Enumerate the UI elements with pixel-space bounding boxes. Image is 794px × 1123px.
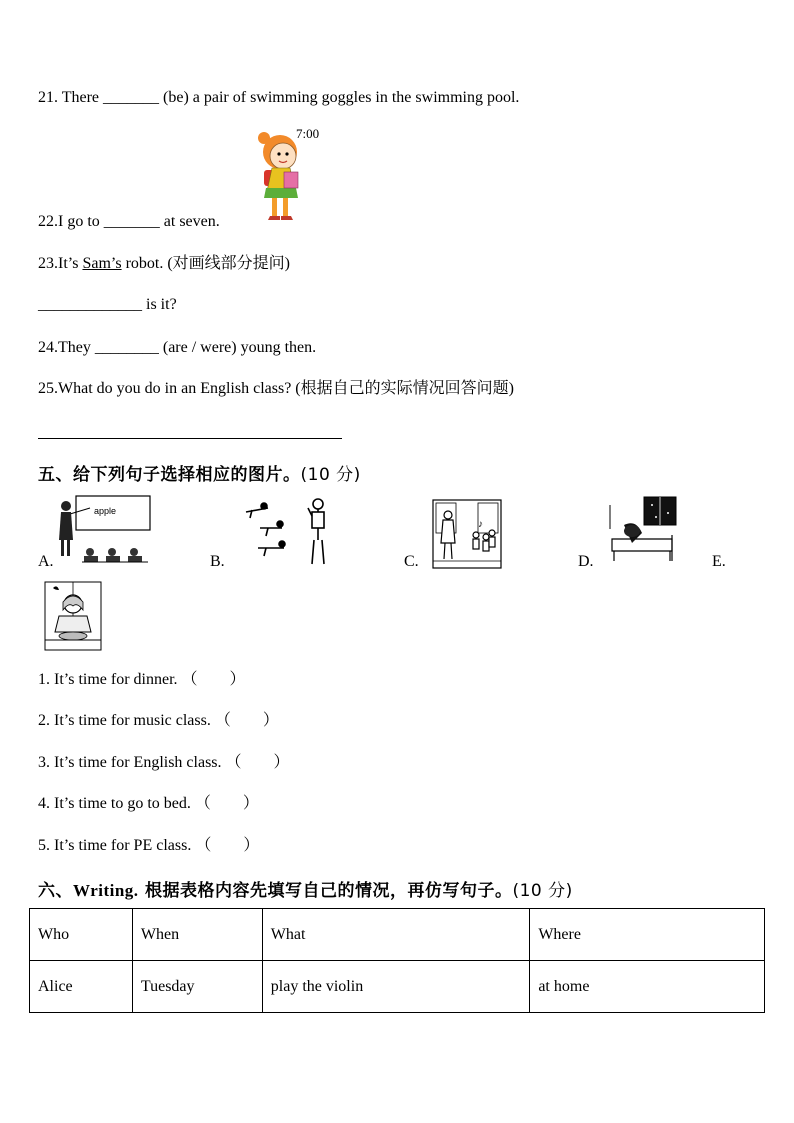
section-5-item-4: 4. It’s time to go to bed. （ ） [38, 795, 259, 812]
svg-text:♪: ♪ [478, 519, 483, 530]
picture-a-english-class [56, 492, 152, 568]
label-b: B. [210, 553, 225, 570]
section-6-prefix: 六、 [38, 881, 73, 901]
section-6-title [38, 876, 573, 901]
board-word: apple [94, 506, 117, 516]
question-23-underlined: Sam’s [82, 255, 122, 272]
label-c: C. [404, 553, 419, 570]
question-23-answer: _____________ is it? [38, 296, 177, 313]
cell-where: at home [530, 961, 765, 1013]
section-5-score: (10 分) [300, 465, 361, 485]
label-a: A. [38, 553, 54, 570]
header-where: Where [530, 909, 765, 961]
section-6-title-cn: 根据表格内容先填写自己的情况，再仿写句子。 [138, 881, 513, 901]
section-6-score: (10 分) [512, 881, 573, 901]
question-24: 24.They ________ (are / were) young then. [38, 339, 317, 356]
question-23 [38, 254, 290, 274]
writing-table [29, 908, 765, 1013]
section-5-item-1: 1. It’s time for dinner. （ ） [38, 671, 246, 688]
header-what: What [262, 909, 530, 961]
label-e: E. [712, 553, 726, 570]
girl-going-to-school-image [250, 124, 330, 226]
answer-line [38, 438, 342, 439]
section-5-item-3: 3. It’s time for English class. （ ） [38, 754, 290, 771]
time-label: 7:00 [296, 126, 320, 141]
table-header-row [30, 909, 765, 961]
question-23-suffix: robot. (对画线部分提问) [121, 255, 291, 272]
question-21: 21. There _______ (be) a pair of swimming goggles in the swimming pool. [38, 89, 520, 106]
question-25: 25.What do you do in an English class? (根据自己的实际情况回答问题) [38, 380, 514, 397]
question-22: 22.I go to _______ at seven. [38, 213, 220, 230]
section-6-title-en: Writing. [73, 881, 139, 900]
picture-b-pe-class [238, 494, 332, 568]
section-5-title-text: 五、给下列句子选择相应的图片。 [38, 465, 301, 485]
section-5-item-5: 5. It’s time for PE class. （ ） [38, 837, 260, 854]
cell-when: Tuesday [132, 961, 262, 1013]
table-row [30, 961, 765, 1013]
cell-who: Alice [30, 961, 133, 1013]
header-when: When [132, 909, 262, 961]
header-who: Who [30, 909, 133, 961]
section-5-title [38, 460, 361, 485]
picture-c-music-class [432, 499, 502, 569]
question-23-prefix: 23.It’s [38, 255, 83, 272]
cell-what: play the violin [262, 961, 530, 1013]
section-5-item-2: 2. It’s time for music class. （ ） [38, 712, 279, 729]
label-d: D. [578, 553, 594, 570]
picture-e-dinner [43, 580, 105, 654]
picture-d-bedtime [606, 495, 678, 565]
